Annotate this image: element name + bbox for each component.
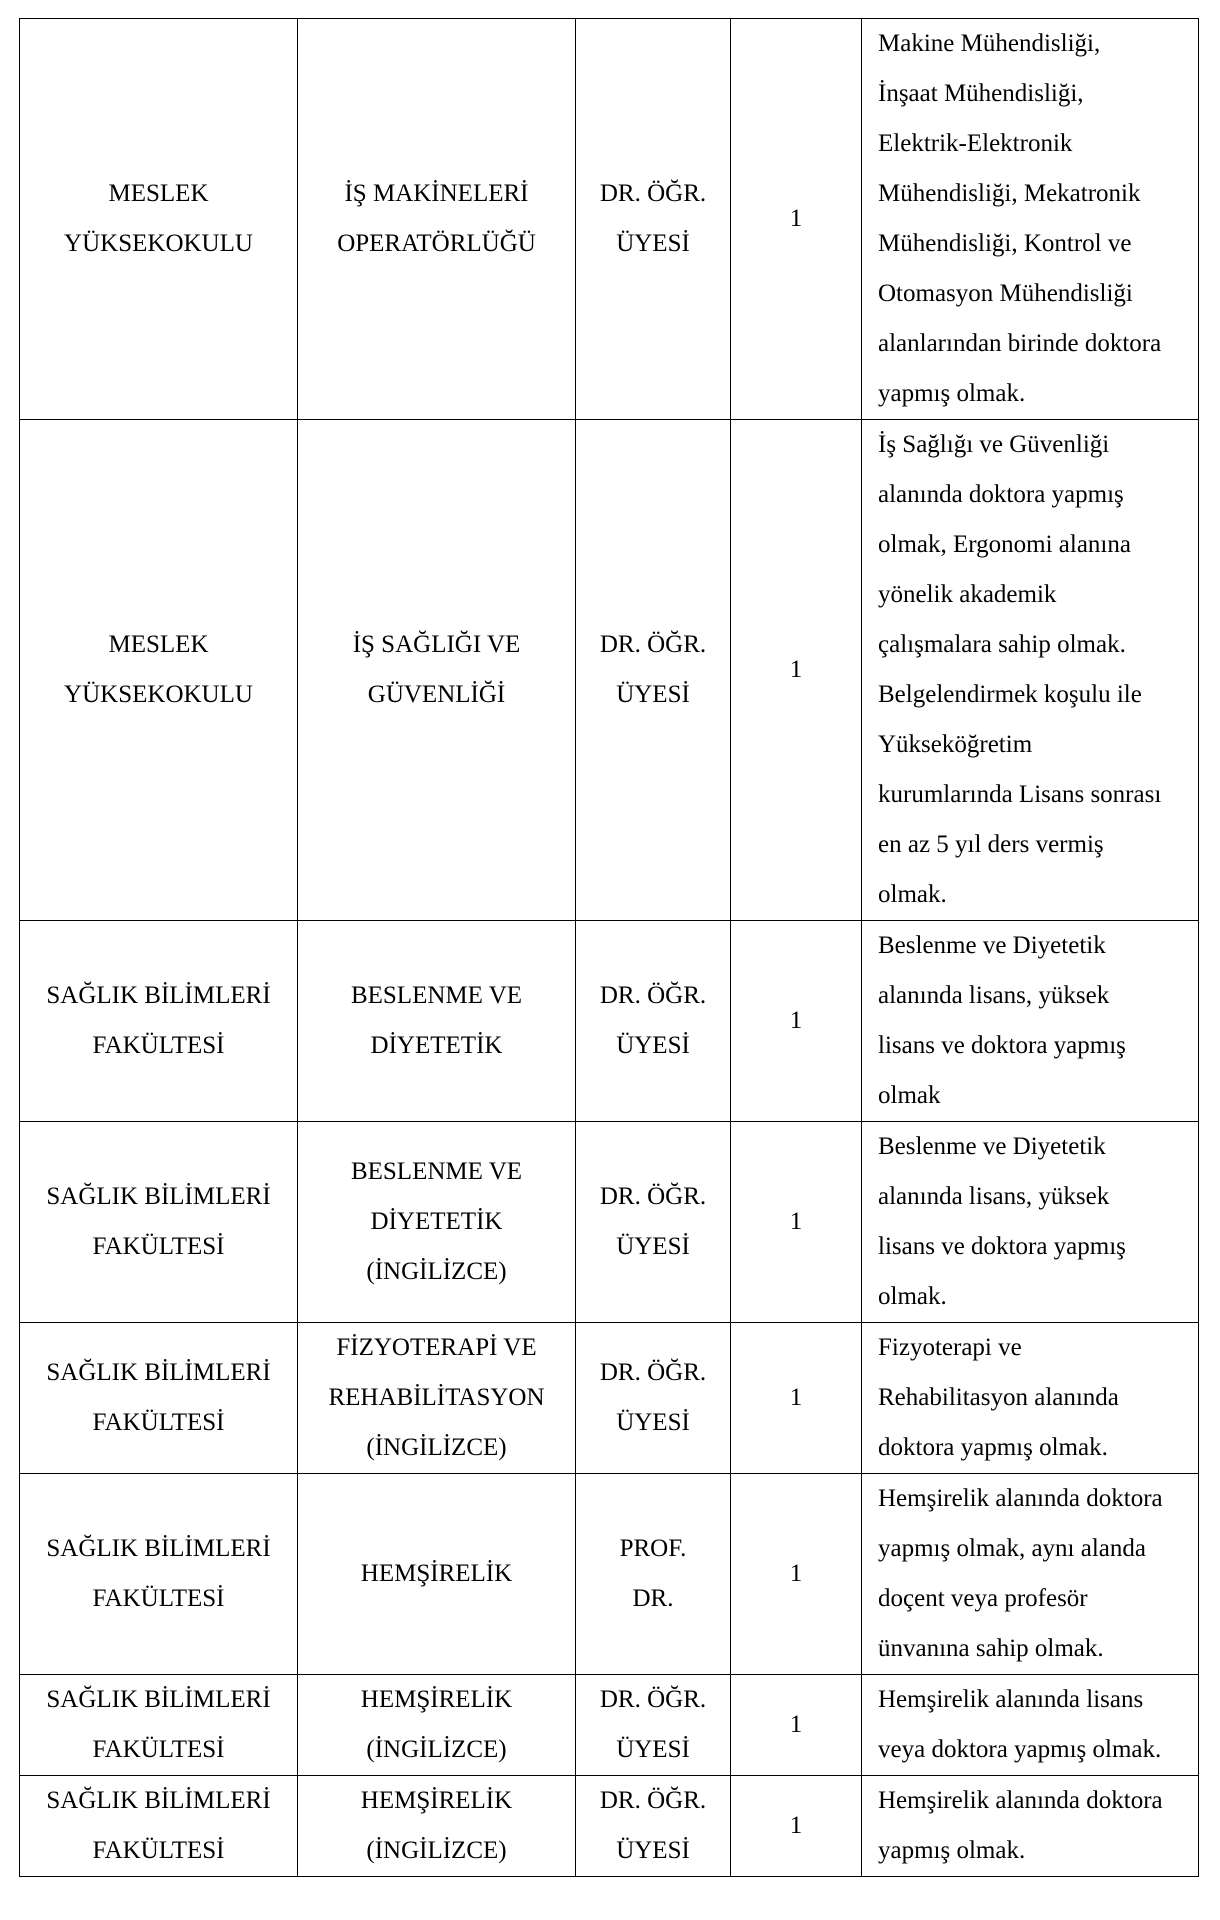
requirements-cell: [862, 19, 1199, 420]
title-cell-line: DR. ÖĞR.: [599, 982, 707, 1009]
unit-cell: [20, 1776, 298, 1877]
unit-cell-line: SAĞLIK BİLİMLERİ: [46, 1787, 271, 1814]
department-cell-line: (İNGİLİZCE): [366, 1736, 507, 1763]
requirements-cell-line: kurumlarında Lisans sonrası: [878, 781, 1162, 808]
department-cell-line: BESLENME VE: [350, 982, 523, 1009]
title-cell-line: ÜYESİ: [616, 681, 690, 708]
requirements-cell-line: olmak, Ergonomi alanına: [878, 531, 1131, 558]
unit-cell: [20, 420, 298, 921]
unit-cell-line: SAĞLIK BİLİMLERİ: [46, 1686, 271, 1713]
unit-cell-line: FAKÜLTESİ: [92, 1837, 225, 1864]
requirements-cell-line: doçent veya profesör: [878, 1585, 1088, 1612]
table-row: [20, 1776, 1199, 1877]
title-cell-line: ÜYESİ: [616, 1233, 690, 1260]
requirements-cell: [862, 1776, 1199, 1877]
requirements-cell-line: veya doktora yapmış olmak.: [878, 1736, 1162, 1763]
unit-cell: [20, 19, 298, 420]
department-cell-line: REHABİLİTASYON: [328, 1384, 545, 1411]
unit-cell: [20, 1675, 298, 1776]
department-cell: [298, 1323, 576, 1474]
unit-cell-line: SAĞLIK BİLİMLERİ: [46, 1359, 271, 1386]
requirements-cell-line: yapmış olmak, aynı alanda: [878, 1535, 1146, 1562]
department-cell: [298, 1675, 576, 1776]
department-cell-line: DİYETETİK: [370, 1032, 503, 1059]
department-cell-line: DİYETETİK: [370, 1208, 503, 1235]
title-cell: [576, 19, 731, 420]
unit-cell-line: FAKÜLTESİ: [92, 1233, 225, 1260]
title-cell-line: ÜYESİ: [616, 1409, 690, 1436]
count-cell: 1: [731, 420, 862, 921]
department-cell-line: İŞ SAĞLIĞI VE: [352, 631, 521, 658]
position-table-container: [19, 18, 1198, 1877]
department-cell-line: BESLENME VE: [350, 1158, 523, 1185]
table-row: [20, 1675, 1199, 1776]
department-cell: [298, 1474, 576, 1675]
department-cell-line: HEMŞİRELİK: [360, 1560, 513, 1587]
table-row: [20, 420, 1199, 921]
count-cell: 1: [731, 1776, 862, 1877]
table-row: [20, 19, 1199, 420]
count-cell: 1: [731, 19, 862, 420]
unit-cell-line: FAKÜLTESİ: [92, 1736, 225, 1763]
table-row: [20, 921, 1199, 1122]
department-cell: [298, 1122, 576, 1323]
unit-cell-line: SAĞLIK BİLİMLERİ: [46, 1183, 271, 1210]
unit-cell-line: SAĞLIK BİLİMLERİ: [46, 982, 271, 1009]
count-cell: 1: [731, 1474, 862, 1675]
requirements-cell-line: Hemşirelik alanında lisans: [878, 1686, 1144, 1713]
requirements-cell-line: Fizyoterapi ve: [878, 1334, 1022, 1361]
title-cell-line: DR. ÖĞR.: [599, 1686, 707, 1713]
requirements-cell-line: Makine Mühendisliği,: [878, 30, 1101, 57]
department-cell-line: (İNGİLİZCE): [366, 1434, 507, 1461]
table-row: [20, 1122, 1199, 1323]
requirements-cell-line: Beslenme ve Diyetetik: [878, 1133, 1106, 1160]
department-cell-line: GÜVENLİĞİ: [367, 681, 506, 708]
title-cell-line: DR. ÖĞR.: [599, 1787, 707, 1814]
unit-cell: [20, 1122, 298, 1323]
unit-cell-line: FAKÜLTESİ: [92, 1032, 225, 1059]
requirements-cell-line: lisans ve doktora yapmış: [878, 1233, 1126, 1260]
title-cell: [576, 1474, 731, 1675]
requirements-cell-line: Belgelendirmek koşulu ile: [878, 681, 1142, 708]
department-cell: [298, 19, 576, 420]
requirements-cell: [862, 1323, 1199, 1474]
title-cell-line: PROF.: [619, 1535, 687, 1562]
department-cell-line: HEMŞİRELİK: [360, 1686, 513, 1713]
title-cell-line: ÜYESİ: [616, 1837, 690, 1864]
requirements-cell-line: yapmış olmak.: [878, 380, 1026, 407]
unit-cell-line: YÜKSEKOKULU: [64, 230, 253, 257]
requirements-cell: [862, 921, 1199, 1122]
title-cell-line: DR. ÖĞR.: [599, 180, 707, 207]
title-cell: [576, 420, 731, 921]
requirements-cell: [862, 1122, 1199, 1323]
requirements-cell-line: Mühendisliği, Mekatronik: [878, 180, 1141, 207]
unit-cell: [20, 921, 298, 1122]
department-cell-line: HEMŞİRELİK: [360, 1787, 513, 1814]
title-cell: [576, 1776, 731, 1877]
department-cell: [298, 1776, 576, 1877]
unit-cell-line: YÜKSEKOKULU: [64, 681, 253, 708]
requirements-cell-line: yapmış olmak.: [878, 1837, 1026, 1864]
title-cell-line: ÜYESİ: [616, 230, 690, 257]
department-cell: [298, 420, 576, 921]
title-cell-line: DR. ÖĞR.: [599, 1359, 707, 1386]
unit-cell-line: FAKÜLTESİ: [92, 1409, 225, 1436]
table-row: [20, 1474, 1199, 1675]
requirements-cell-line: en az 5 yıl ders vermiş: [878, 831, 1104, 858]
unit-cell-line: FAKÜLTESİ: [92, 1585, 225, 1612]
requirements-cell-line: Beslenme ve Diyetetik: [878, 932, 1106, 959]
requirements-cell-line: Hemşirelik alanında doktora: [878, 1787, 1163, 1814]
count-cell: 1: [731, 1122, 862, 1323]
count-cell: 1: [731, 921, 862, 1122]
requirements-cell-line: doktora yapmış olmak.: [878, 1434, 1108, 1461]
position-table: [19, 18, 1199, 1877]
requirements-cell-line: Mühendisliği, Kontrol ve: [878, 230, 1132, 257]
requirements-cell-line: lisans ve doktora yapmış: [878, 1032, 1126, 1059]
requirements-cell-line: ünvanına sahip olmak.: [878, 1635, 1104, 1662]
unit-cell-line: MESLEK: [108, 631, 209, 658]
requirements-cell-line: alanında lisans, yüksek: [878, 982, 1110, 1009]
title-cell-line: DR. ÖĞR.: [599, 631, 707, 658]
department-cell-line: İŞ MAKİNELERİ: [344, 180, 529, 207]
count-cell: 1: [731, 1675, 862, 1776]
requirements-cell-line: olmak: [878, 1082, 941, 1109]
department-cell: [298, 921, 576, 1122]
requirements-cell-line: Rehabilitasyon alanında: [878, 1384, 1119, 1411]
position-table-body: [20, 19, 1199, 1877]
requirements-cell-line: Otomasyon Mühendisliği: [878, 280, 1133, 307]
department-cell-line: FİZYOTERAPİ VE: [336, 1334, 537, 1361]
unit-cell: [20, 1474, 298, 1675]
department-cell-line: (İNGİLİZCE): [366, 1258, 507, 1285]
unit-cell-line: MESLEK: [108, 180, 209, 207]
requirements-cell-line: Hemşirelik alanında doktora: [878, 1485, 1163, 1512]
title-cell: [576, 1323, 731, 1474]
requirements-cell-line: alanında lisans, yüksek: [878, 1183, 1110, 1210]
unit-cell: [20, 1323, 298, 1474]
title-cell: [576, 1675, 731, 1776]
count-cell: 1: [731, 1323, 862, 1474]
table-row: [20, 1323, 1199, 1474]
requirements-cell-line: alanlarından birinde doktora: [878, 330, 1162, 357]
requirements-cell: [862, 1675, 1199, 1776]
department-cell-line: OPERATÖRLÜĞÜ: [337, 230, 536, 257]
requirements-cell-line: alanında doktora yapmış: [878, 481, 1124, 508]
title-cell-line: ÜYESİ: [616, 1032, 690, 1059]
requirements-cell: [862, 420, 1199, 921]
requirements-cell-line: yönelik akademik: [878, 581, 1057, 608]
title-cell-line: DR.: [632, 1585, 674, 1612]
requirements-cell-line: olmak.: [878, 1283, 947, 1310]
requirements-cell-line: Elektrik-Elektronik: [878, 130, 1073, 157]
requirements-cell-line: çalışmalara sahip olmak.: [878, 631, 1126, 658]
title-cell-line: ÜYESİ: [616, 1736, 690, 1763]
department-cell-line: (İNGİLİZCE): [366, 1837, 507, 1864]
requirements-cell-line: İş Sağlığı ve Güvenliği: [878, 431, 1110, 458]
requirements-cell-line: olmak.: [878, 881, 947, 908]
requirements-cell: [862, 1474, 1199, 1675]
title-cell-line: DR. ÖĞR.: [599, 1183, 707, 1210]
title-cell: [576, 1122, 731, 1323]
requirements-cell-line: Yükseköğretim: [878, 731, 1033, 758]
title-cell: [576, 921, 731, 1122]
unit-cell-line: SAĞLIK BİLİMLERİ: [46, 1535, 271, 1562]
requirements-cell-line: İnşaat Mühendisliği,: [878, 80, 1084, 107]
